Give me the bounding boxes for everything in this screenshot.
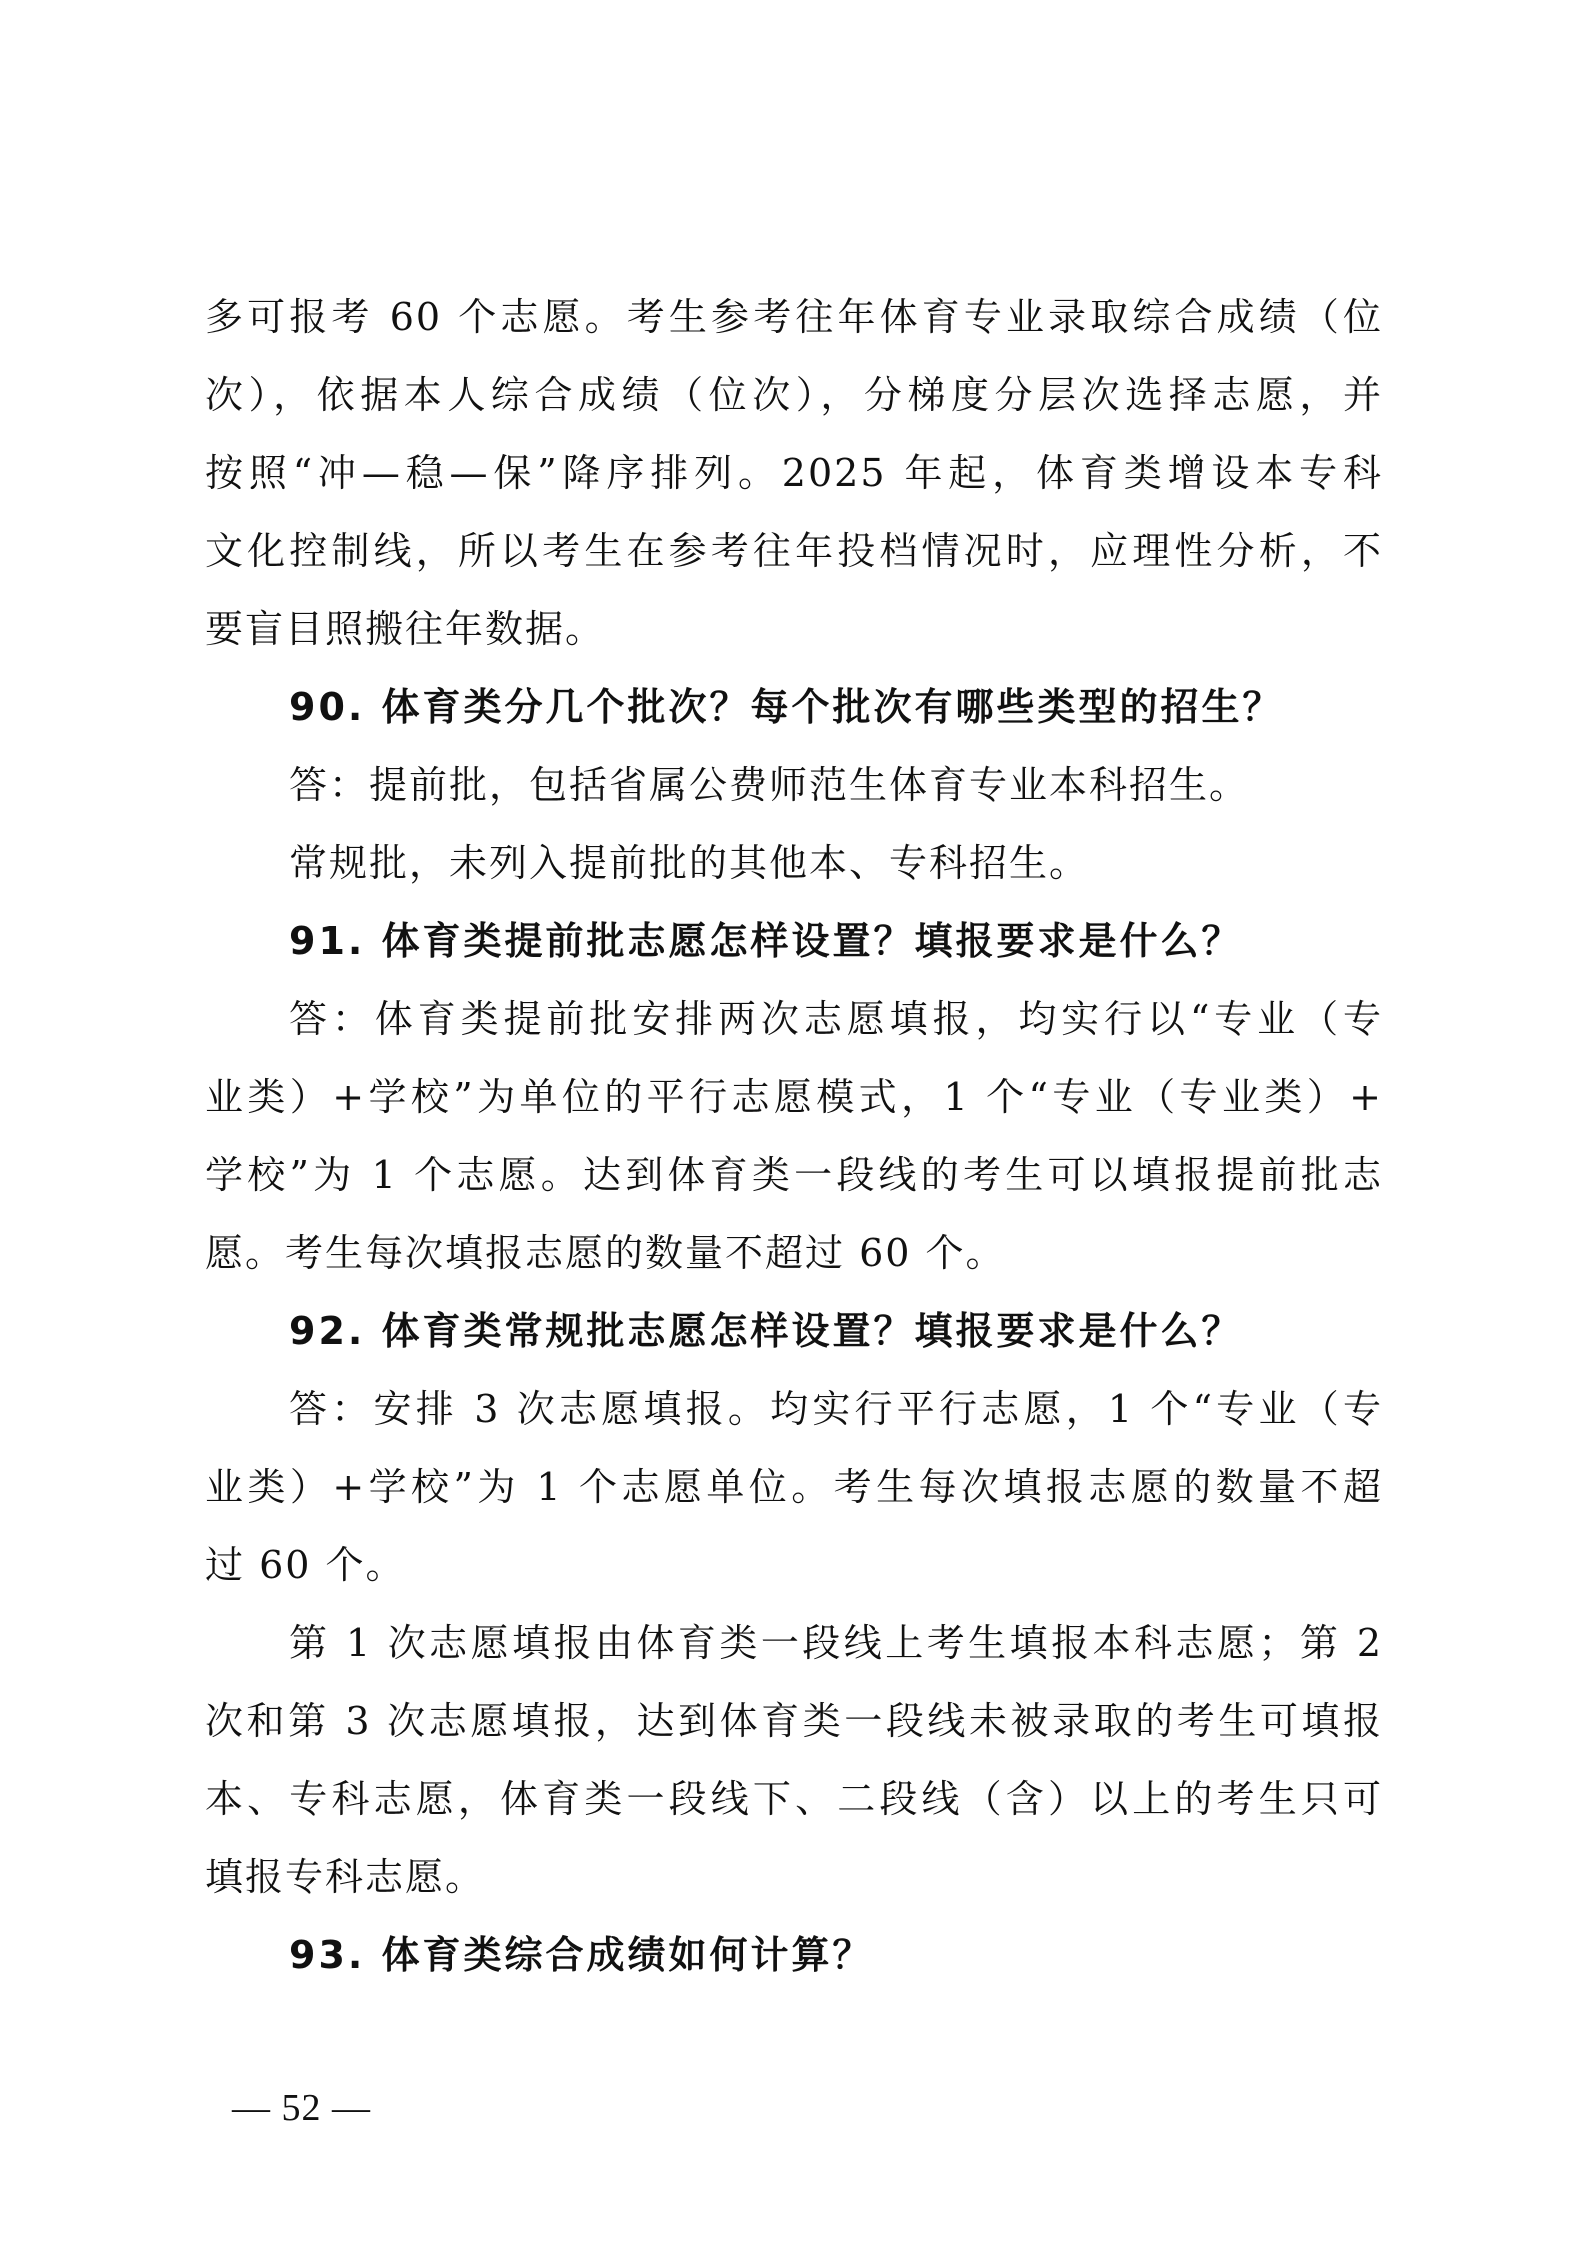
paragraph-line: 要盲目照搬往年数据。: [205, 607, 606, 651]
answer-line: 填报专科志愿。: [205, 1855, 486, 1899]
question-heading-93: 93. 体育类综合成绩如何计算？: [289, 1933, 874, 1977]
paragraph-line: 按照“冲—稳—保”降序排列。2025 年起，体育类增设本专科: [205, 451, 1383, 495]
answer-line: 过 60 个。: [205, 1543, 406, 1587]
paragraph-line: 文化控制线，所以考生在参考往年投档情况时，应理性分析，不: [205, 529, 1383, 573]
question-heading-91: 91. 体育类提前批志愿怎样设置？填报要求是什么？: [289, 919, 1243, 963]
answer-line: 业类）+学校”为 1 个志愿单位。考生每次填报志愿的数量不超: [205, 1465, 1383, 1509]
answer-line: 答：提前批，包括省属公费师范生体育专业本科招生。: [289, 763, 1250, 807]
paragraph-line: 多可报考 60 个志愿。考生参考往年体育专业录取综合成绩（位: [205, 295, 1383, 339]
answer-line: 第 1 次志愿填报由体育类一段线上考生填报本科志愿；第 2: [289, 1621, 1383, 1665]
answer-line: 次和第 3 次志愿填报，达到体育类一段线未被录取的考生可填报: [205, 1699, 1383, 1743]
question-heading-90: 90. 体育类分几个批次？每个批次有哪些类型的招生？: [289, 685, 1284, 729]
answer-line: 本、专科志愿，体育类一段线下、二段线（含）以上的考生只可: [205, 1777, 1383, 1821]
answer-line: 答：体育类提前批安排两次志愿填报，均实行以“专业（专: [289, 997, 1383, 1041]
page-number: — 52 —: [232, 2087, 371, 2129]
answer-line: 业类）+学校”为单位的平行志愿模式，1 个“专业（专业类）+: [205, 1075, 1383, 1119]
question-heading-92: 92. 体育类常规批志愿怎样设置？填报要求是什么？: [289, 1309, 1243, 1353]
paragraph-line: 次），依据本人综合成绩（位次），分梯度分层次选择志愿，并: [205, 373, 1383, 417]
answer-line: 愿。考生每次填报志愿的数量不超过 60 个。: [205, 1231, 1006, 1275]
page-content: [205, 278, 1383, 1994]
answer-line: 常规批，未列入提前批的其他本、专科招生。: [289, 841, 1090, 885]
answer-line: 学校”为 1 个志愿。达到体育类一段线的考生可以填报提前批志: [205, 1153, 1383, 1197]
answer-line: 答：安排 3 次志愿填报。均实行平行志愿，1 个“专业（专: [289, 1387, 1383, 1431]
